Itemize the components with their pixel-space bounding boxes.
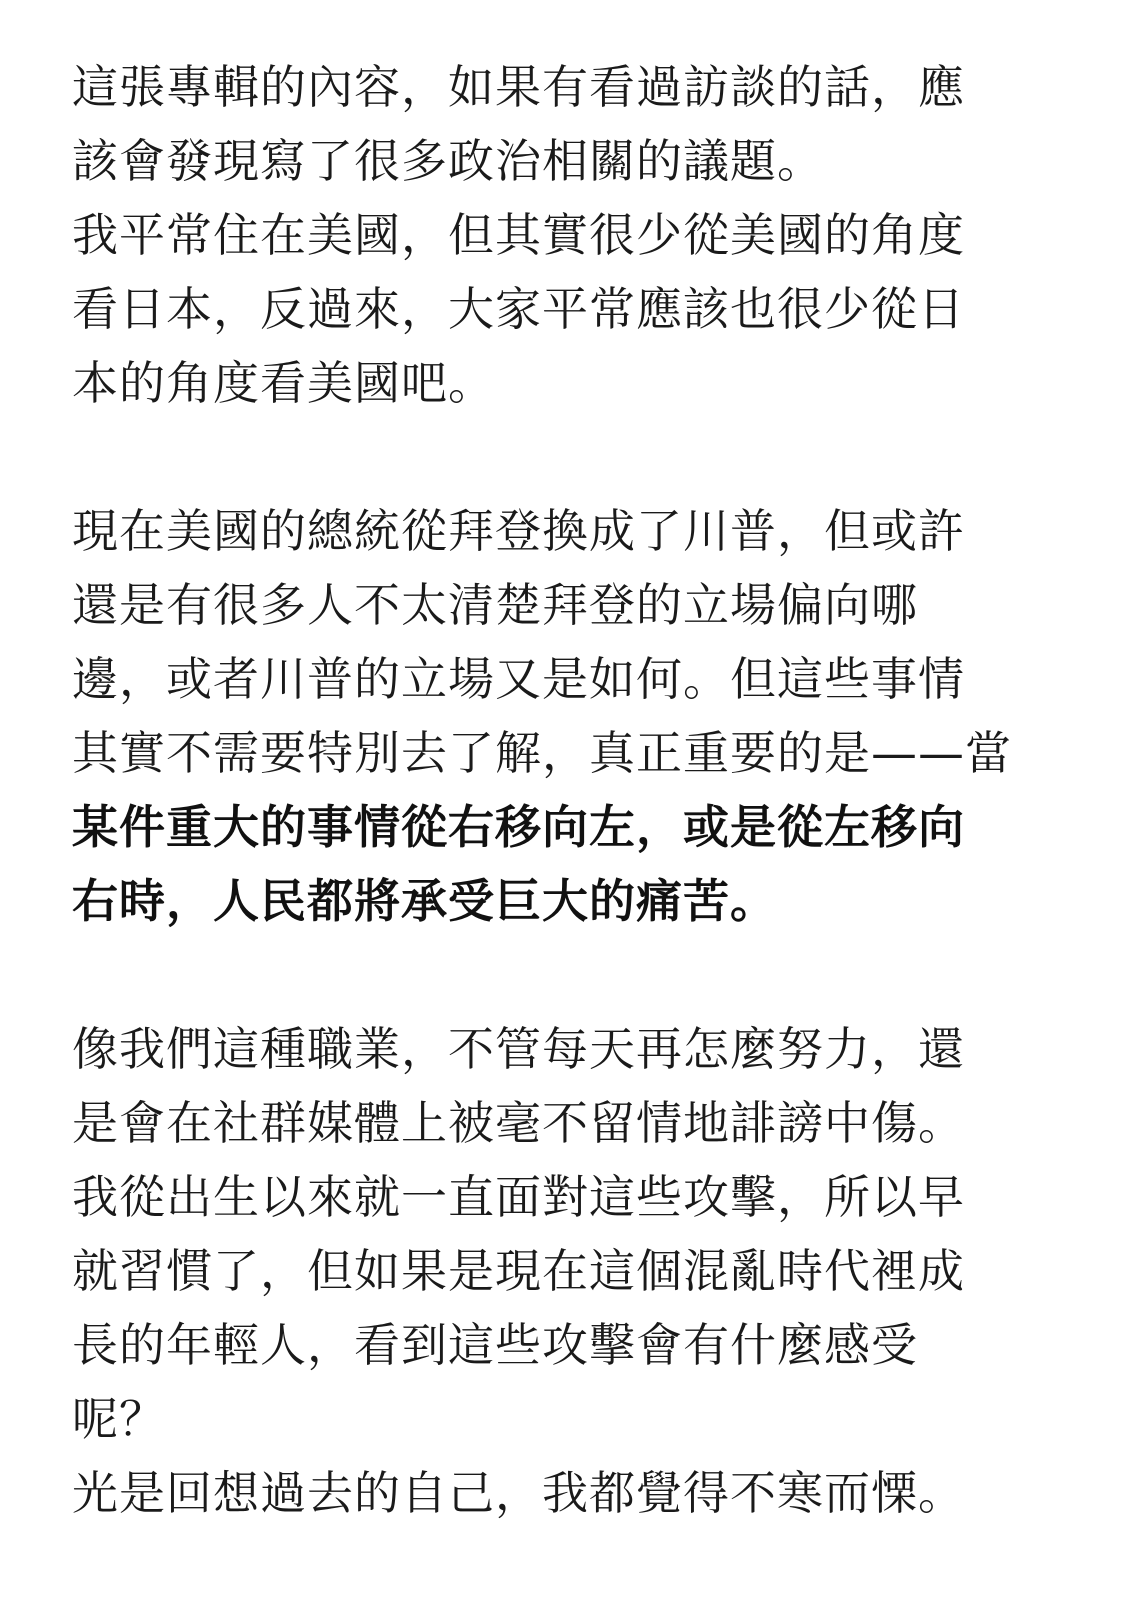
paragraph-2: [72, 494, 1102, 938]
article-body: [72, 50, 1102, 1530]
text-line: 我從出生以來就一直面對這些攻擊，所以早: [72, 1170, 965, 1224]
text-line: 看日本，反過來，大家平常應該也很少從日: [72, 282, 965, 336]
paragraph-gap: [72, 938, 1102, 1012]
text-line: 是會在社群媒體上被毫不留情地誹謗中傷。: [72, 1096, 965, 1150]
text-line: 現在美國的總統從拜登換成了川普，但或許: [72, 504, 965, 558]
text-line: 像我們這種職業，不管每天再怎麼努力，還: [72, 1022, 965, 1076]
text-line: 呢？: [72, 1392, 166, 1446]
paragraph-gap: [72, 420, 1102, 494]
bold-text-line: 某件重大的事情從右移向左，或是從左移向: [72, 800, 965, 854]
paragraph-1: [72, 50, 1102, 420]
text-line: 還是有很多人不太清楚拜登的立場偏向哪: [72, 578, 918, 632]
text-line: 邊，或者川普的立場又是如何。但這些事情: [72, 652, 965, 706]
text-line: 長的年輕人，看到這些攻擊會有什麼感受: [72, 1318, 918, 1372]
text-line: 這張專輯的內容，如果有看過訪談的話，應: [72, 60, 965, 114]
text-line: 本的角度看美國吧。: [72, 356, 495, 410]
text-line: 光是回想過去的自己，我都覺得不寒而慄。: [72, 1466, 965, 1520]
bold-text-line: 右時，人民都將承受巨大的痛苦。: [72, 874, 777, 928]
text-line: 該會發現寫了很多政治相關的議題。: [72, 134, 824, 188]
text-line: 就習慣了，但如果是現在這個混亂時代裡成: [72, 1244, 965, 1298]
text-line: 其實不需要特別去了解，真正重要的是——當: [72, 726, 1012, 780]
text-line: 我平常住在美國，但其實很少從美國的角度: [72, 208, 965, 262]
paragraph-3: [72, 1012, 1102, 1530]
